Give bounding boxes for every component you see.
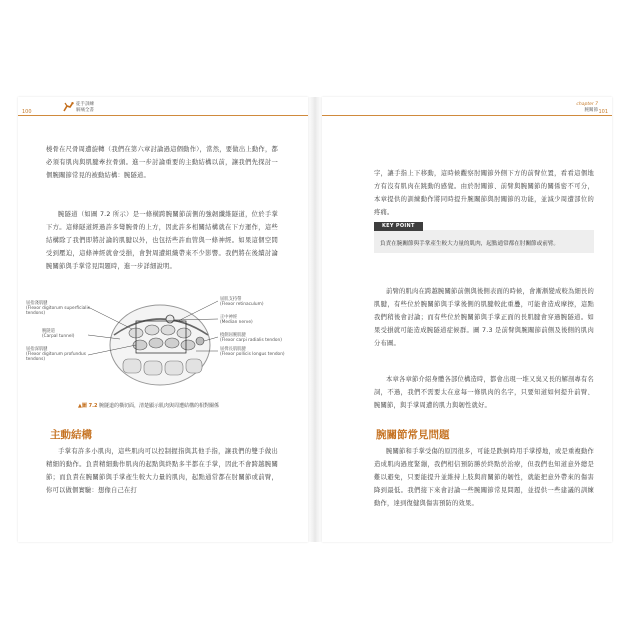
left-page xyxy=(18,97,308,542)
paragraph: 橈骨在尺骨周遭旋轉（我們在第六章討論過這個動作），當然，要做出上動作，都必須有肌肉與肌腱牽拉骨頭。進一步討論重要的主動結構以前，讓我們先探討一個腕關節常見的被動結構：腕隧道。 xyxy=(46,146,278,179)
key-point-tag: KEY POINT xyxy=(374,222,423,231)
header-rule xyxy=(18,115,308,116)
book-title: 徒手訓練 解痛全書 xyxy=(76,102,94,113)
paragraph: 手掌有許多小肌肉，這些肌肉可以控制握指與其他手指，讓我們的雙手做出精細的動作。負責精細動作肌肉的起點與終點多半都在手掌，因此不會跨越腕關節；而負責在腕關節與手掌產生較大力量的肌肉，起點通常都在肘關節或前臂，你可以做個實驗：想像自己在打 xyxy=(46,448,278,494)
chapter-header: chapter 7 腕關節 xyxy=(576,102,598,113)
label-flexor-carpi-radialis: 橈側屈腕肌腱 (Flexor carpi radialis tendon) xyxy=(220,333,282,344)
header-rule xyxy=(322,115,612,116)
section-heading: 主動結構 xyxy=(50,429,92,441)
paragraph: 本章各章節介紹身體各部位構造時，都會出現一堆又臭又長的解剖專有名詞，不過，我們不需要太在意每一條肌肉的名字，只要知道如何提升前臂、腕關節，與手掌周遭的肌力與韌性就好。 xyxy=(374,376,594,409)
label-flexor-profundus: 屈指深肌腱 (Flexor digitorum profundus tendons) xyxy=(26,347,86,363)
carpal-tunnel-figure xyxy=(18,293,308,405)
page-number: 100 xyxy=(22,109,32,115)
paragraph: 前臂的肌肉在跨越腕關節前側與後側表面的時候，會漸漸變成較為細長的肌腱，有些位於腕關節與手掌後側的肌腱較此重疊，可能會造成摩擦，這點我們稍後會討論；而有些位於腕關節與手掌正面的長肌腱會穿過腕隧道。如果受損就可能造成腕隧道症候群。圖 7.3 是前臂與腕關節前側及後側的肌肉分布圖。 xyxy=(374,288,594,347)
label-flexor-pollicis-longus: 屈拇長肌肌腱 (Flexor pollicis longus tendon) xyxy=(220,347,285,358)
label-carpal-tunnel: 腕隧道 (Carpal tunnel) xyxy=(42,329,75,340)
right-page xyxy=(322,97,612,542)
paragraph: 字，讓手指上下移動，這時候觀察肘關節外側下方的前臂位置，看看這個地方有沒有肌肉在跳動的感覺。由於肘關節、前臂與腕關節的關係密不可分，本章提供的訓練動作將同時提升腕關節與肘關節的功能，並減少周遭部位的疼痛。 xyxy=(374,170,594,216)
figure-caption: ▲圖 7.2 腕隧道的橫切面，清楚顯示肌肉與周遭結構的相對關係 xyxy=(78,403,220,409)
book-gutter xyxy=(308,97,322,542)
paragraph: 腕關節和手掌受傷的原因很多，可能是跌倒時用手掌撐地，或是重複動作造成肌肉過度緊繃，我們相信預防勝於終點於治療，但我們也知道意外總是難以避免，只要能提升並維持上肢與肩關節的韌性，就能把意外帶來的傷害降到最低。我們接下來會討論一些腕關節常見問題，並提供一些建議的訓練動作，達到復健與傷害預防的效果。 xyxy=(374,448,594,507)
key-point-text: 負責在腕關節與手掌產生較大力量的肌肉，起點通常都在肘關節或前臂。 xyxy=(380,241,560,247)
paragraph: 腕隧道（如圖 7.2 所示）是一條橫跨腕關節前側的強韌纖維隧道，位於手掌下方。這條隧道經過許多彎腕骨的上方，因此許多相關結構就在下方運作，這些結構除了我們即將討論的肌腱以外，也包括些許血管與一條神經。如果這個空間受到壓迫，這條神經就會受損，會對周遭組織帶來不少影響。我們將在後續討論腕關節與手掌常見問題時，進一步詳細說明。 xyxy=(46,211,278,270)
page-number: 101 xyxy=(598,109,608,115)
section-heading: 腕關節常見問題 xyxy=(376,429,450,441)
label-flexor-retinaculum: 屈肌支持帶 (Flexor retinaculum) xyxy=(220,297,264,308)
label-median-nerve: 正中神經 (Median nerve) xyxy=(220,315,253,326)
workout-figure-logo-icon xyxy=(62,101,74,113)
label-flexor-superficialis: 屈指淺肌腱 (Flexor digitorum superficialis tendons) xyxy=(26,301,90,317)
